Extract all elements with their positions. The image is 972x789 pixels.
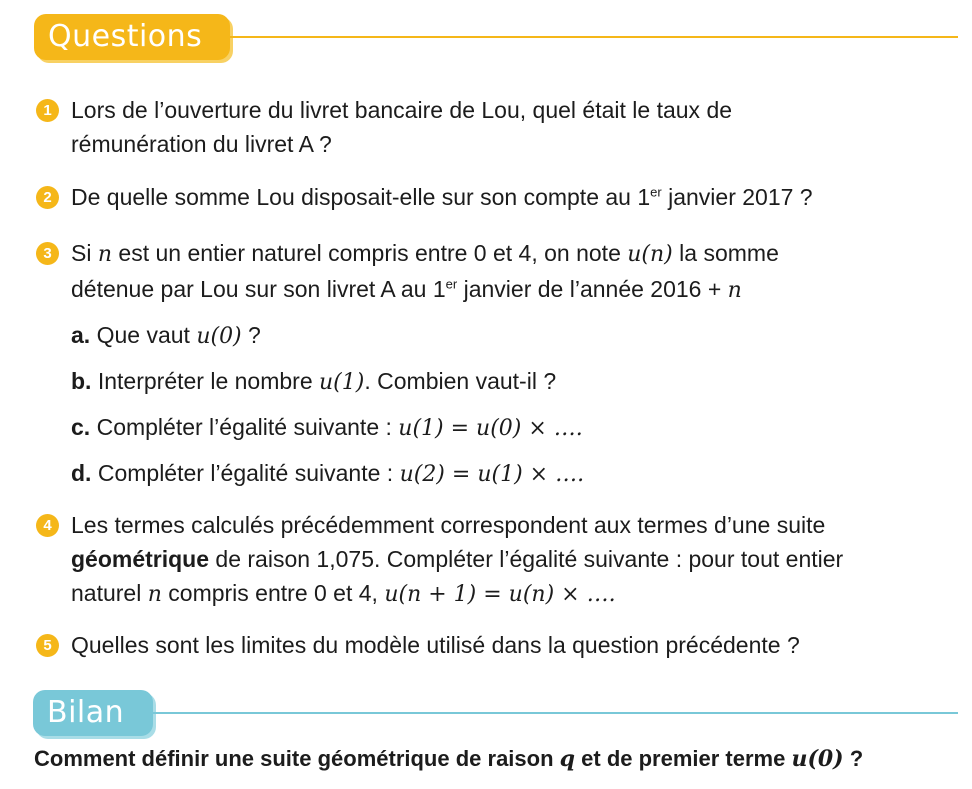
question-4-line-2: géométrique de raison 1,075. Compléter l’égalité suivante : pour tout entier bbox=[71, 546, 844, 572]
question-1-number: 1 bbox=[36, 99, 59, 122]
bilan-divider bbox=[130, 712, 958, 714]
question-4-line-3: naturel n compris entre 0 et 4, u(n + 1) = u(n) × …. bbox=[71, 580, 616, 607]
question-4-number: 4 bbox=[36, 514, 59, 537]
question-3b: b. Interpréter le nombre u(1). Combien vaut-il ? bbox=[71, 368, 557, 395]
question-2 bbox=[36, 180, 813, 214]
question-2-number: 2 bbox=[36, 186, 59, 209]
bilan-question: Comment définir une suite géométrique de raison q et de premier terme u(0) ? bbox=[34, 746, 864, 772]
question-3d: d. Compléter l’égalité suivante : u(2) = u(1) × …. bbox=[71, 460, 585, 487]
question-1 bbox=[36, 93, 732, 161]
question-5-text: Quelles sont les limites du modèle utilisé dans la question précédente ? bbox=[71, 632, 800, 658]
question-4-line-1: Les termes calculés précédemment correspondent aux termes d’une suite bbox=[71, 512, 826, 538]
bilan-header bbox=[0, 690, 972, 740]
question-3a: a. Que vaut u(0) ? bbox=[71, 322, 261, 349]
question-3 bbox=[36, 236, 779, 308]
question-5-number: 5 bbox=[36, 634, 59, 657]
question-3-line-2: détenue par Lou sur son livret A au 1er janvier de l’année 2016 + n bbox=[71, 276, 742, 303]
questions-header bbox=[0, 14, 972, 64]
question-2-text: De quelle somme Lou disposait-elle sur son compte au 1er janvier 2017 ? bbox=[71, 184, 813, 210]
question-1-line-2: rémunération du livret A ? bbox=[71, 131, 332, 157]
questions-title: Questions bbox=[34, 14, 230, 60]
question-3-number: 3 bbox=[36, 242, 59, 265]
questions-divider bbox=[210, 36, 958, 38]
question-5 bbox=[36, 628, 800, 662]
question-3c: c. Compléter l’égalité suivante : u(1) = u(0) × …. bbox=[71, 414, 583, 441]
bilan-title: Bilan bbox=[33, 690, 153, 736]
question-4 bbox=[36, 508, 843, 612]
question-3-line-1: Si n est un entier naturel compris entre 0 et 4, on note u(n) la somme bbox=[71, 240, 779, 267]
question-1-line-1: Lors de l’ouverture du livret bancaire de Lou, quel était le taux de bbox=[71, 97, 733, 123]
